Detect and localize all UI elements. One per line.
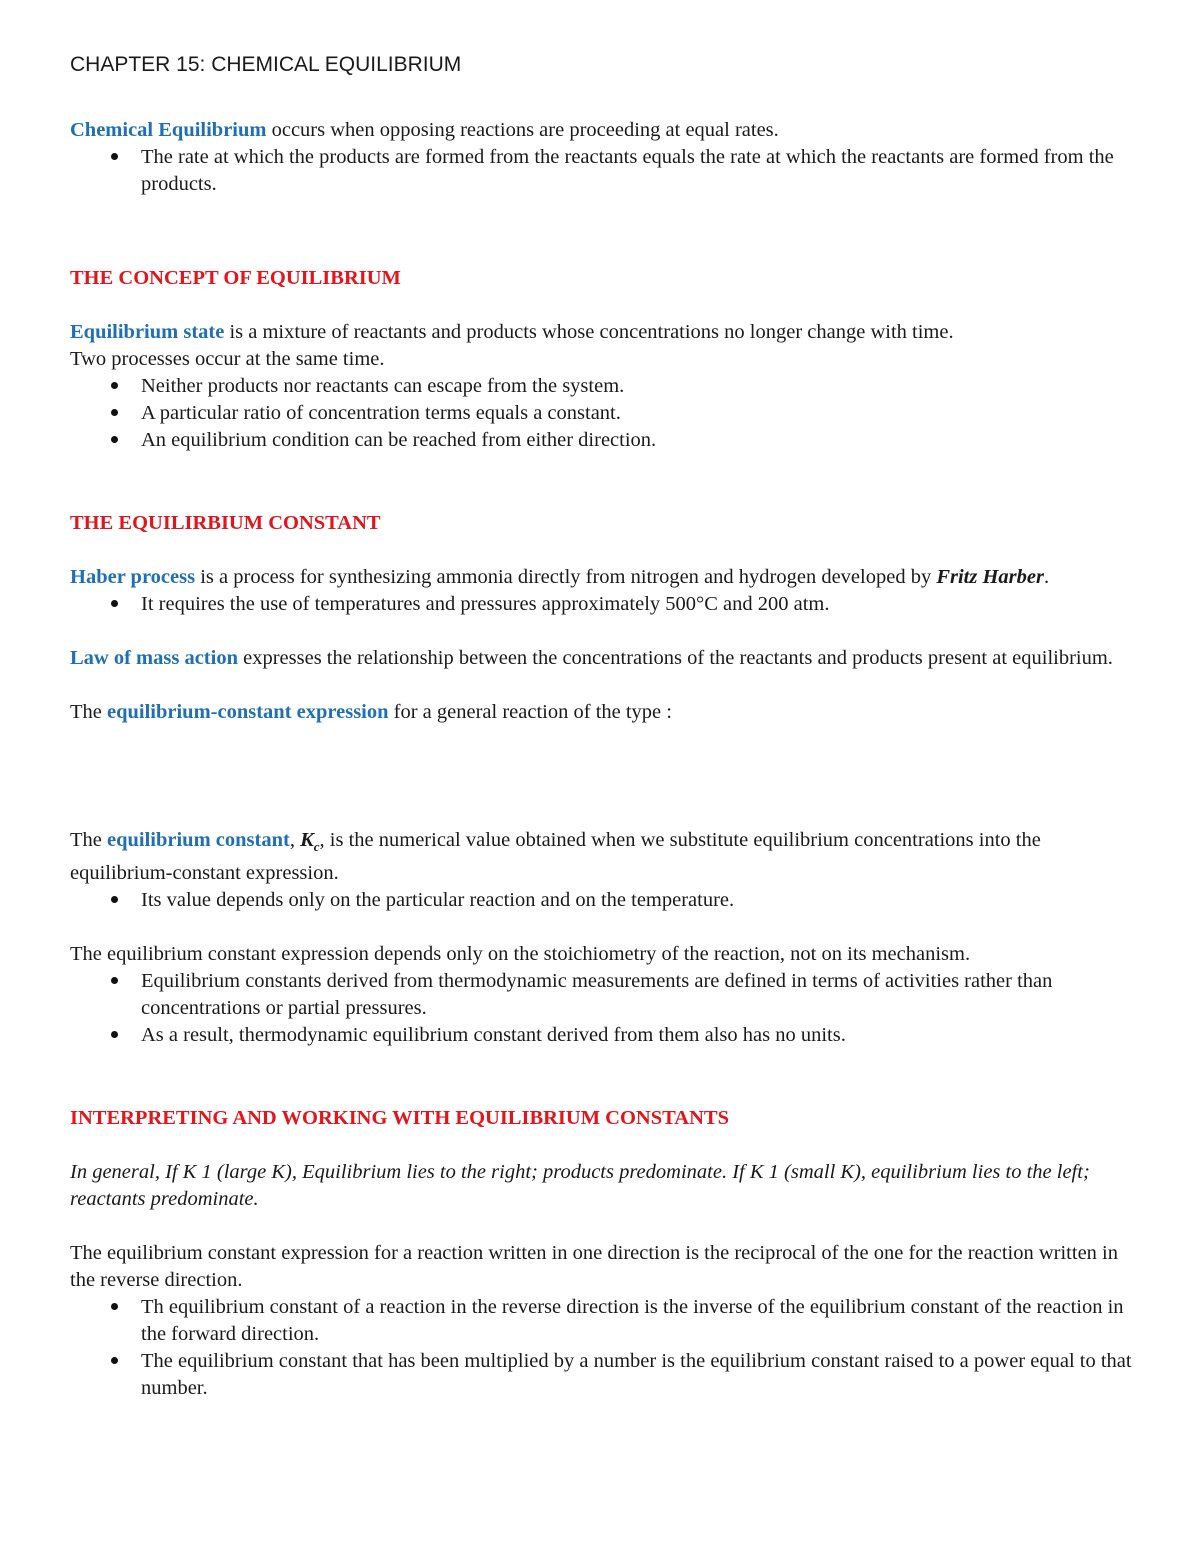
chapter-title: CHAPTER 15: CHEMICAL EQUILIBRIUM (70, 53, 462, 76)
list-item: The rate at which the products are formed from the reactants equals the rate at which the reactants are formed from the products. (70, 144, 1132, 198)
list-item: A particular ratio of concentration terms equals a constant. (70, 400, 1132, 427)
kc-bullets (70, 887, 1132, 914)
spacer (70, 80, 1132, 117)
spacer (70, 618, 1132, 645)
kc-text: , is the numerical value obtained when we substitute equilibrium concentrations into the equilibrium-constant expression. (70, 829, 1041, 885)
section-heading-concept: THE CONCEPT OF EQUILIBRIUM (70, 267, 401, 289)
reciprocal-paragraph: The equilibrium constant expression for a reaction written in one direction is the reciprocal of the one for the reaction written in the reverse direction. (70, 1242, 1118, 1292)
haber-paragraph (70, 564, 1132, 591)
spacer (70, 198, 1132, 265)
term-law-of-mass-action: Law of mass action (70, 647, 238, 669)
equilibrium-state-paragraph (70, 319, 1132, 346)
kc-paragraph (70, 827, 1132, 887)
spacer (70, 1213, 1132, 1240)
law-mass-action-paragraph (70, 645, 1132, 672)
spacer (70, 537, 1132, 564)
list-item: As a result, thermodynamic equilibrium constant derived from them also has no units. (70, 1022, 1132, 1049)
haber-bullets (70, 591, 1132, 618)
intro-paragraph (70, 117, 1132, 144)
intro-bullets (70, 144, 1132, 198)
list-item: Its value depends only on the particular reaction and on the temperature. (70, 887, 1132, 914)
kc-subscript: c (313, 839, 320, 855)
kc-comma: , (289, 829, 301, 851)
document-page (70, 50, 1132, 1402)
term-equilibrium-state: Equilibrium state (70, 321, 225, 343)
equation-placeholder-space (70, 726, 1132, 827)
kc-symbol: K (300, 829, 314, 851)
kc-pre: The (70, 829, 107, 851)
spacer (70, 672, 1132, 699)
expr-pre: The (70, 701, 107, 723)
haber-text: is a process for synthesizing ammonia directly from nitrogen and hydrogen developed by (195, 566, 937, 588)
equilibrium-state-text: is a mixture of reactants and products whose concentrations no longer change with time. (224, 321, 954, 343)
spacer (70, 914, 1132, 941)
list-item: Neither products nor reactants can escape from the system. (70, 373, 1132, 400)
reciprocal-bullets (70, 1294, 1132, 1402)
law-text: expresses the relationship between the concentrations of the reactants and products present at equilibrium. (237, 647, 1113, 669)
spacer (70, 1132, 1132, 1159)
expr-text: for a general reaction of the type : (388, 701, 672, 723)
expression-paragraph (70, 699, 1132, 726)
term-equilibrium-constant: equilibrium constant (107, 829, 290, 851)
section-heading-constant: THE EQUILIRBIUM CONSTANT (70, 512, 381, 534)
term-haber-process: Haber process (70, 566, 196, 588)
list-item: Th equilibrium constant of a reaction in the reverse direction is the inverse of the equilibrium constant of the reaction in the forward direction. (70, 1294, 1132, 1348)
general-rule-paragraph: In general, If K 1 (large K), Equilibrium lies to the right; products predominate. If K 1 (small K), equilibrium lies to the left; reactants predominate. (70, 1161, 1090, 1211)
section-heading-interpreting: INTERPRETING AND WORKING WITH EQUILIBRIUM CONSTANTS (70, 1107, 729, 1130)
spacer (70, 292, 1132, 319)
concept-bullets (70, 373, 1132, 454)
spacer (70, 454, 1132, 510)
list-item: The equilibrium constant that has been multiplied by a number is the equilibrium constant raised to a power equal to that number. (70, 1348, 1132, 1402)
list-item: It requires the use of temperatures and pressures approximately 500°C and 200 atm. (70, 591, 1132, 618)
haber-end: . (1043, 566, 1050, 588)
term-equilibrium-constant-expression: equilibrium-constant expression (107, 701, 389, 723)
fritz-harber-name: Fritz Harber (936, 566, 1044, 588)
list-item: An equilibrium condition can be reached from either direction. (70, 427, 1132, 454)
intro-text: occurs when opposing reactions are proceeding at equal rates. (266, 119, 779, 141)
term-chemical-equilibrium: Chemical Equilibrium (70, 119, 267, 141)
list-item: Equilibrium constants derived from thermodynamic measurements are defined in terms of activities rather than concentrations or partial pressures. (70, 968, 1132, 1022)
stoichiometry-paragraph: The equilibrium constant expression depends only on the stoichiometry of the reaction, not on its mechanism. (70, 943, 971, 966)
two-processes-line: Two processes occur at the same time. (70, 348, 385, 370)
spacer (70, 1049, 1132, 1105)
stoichiometry-bullets (70, 968, 1132, 1049)
